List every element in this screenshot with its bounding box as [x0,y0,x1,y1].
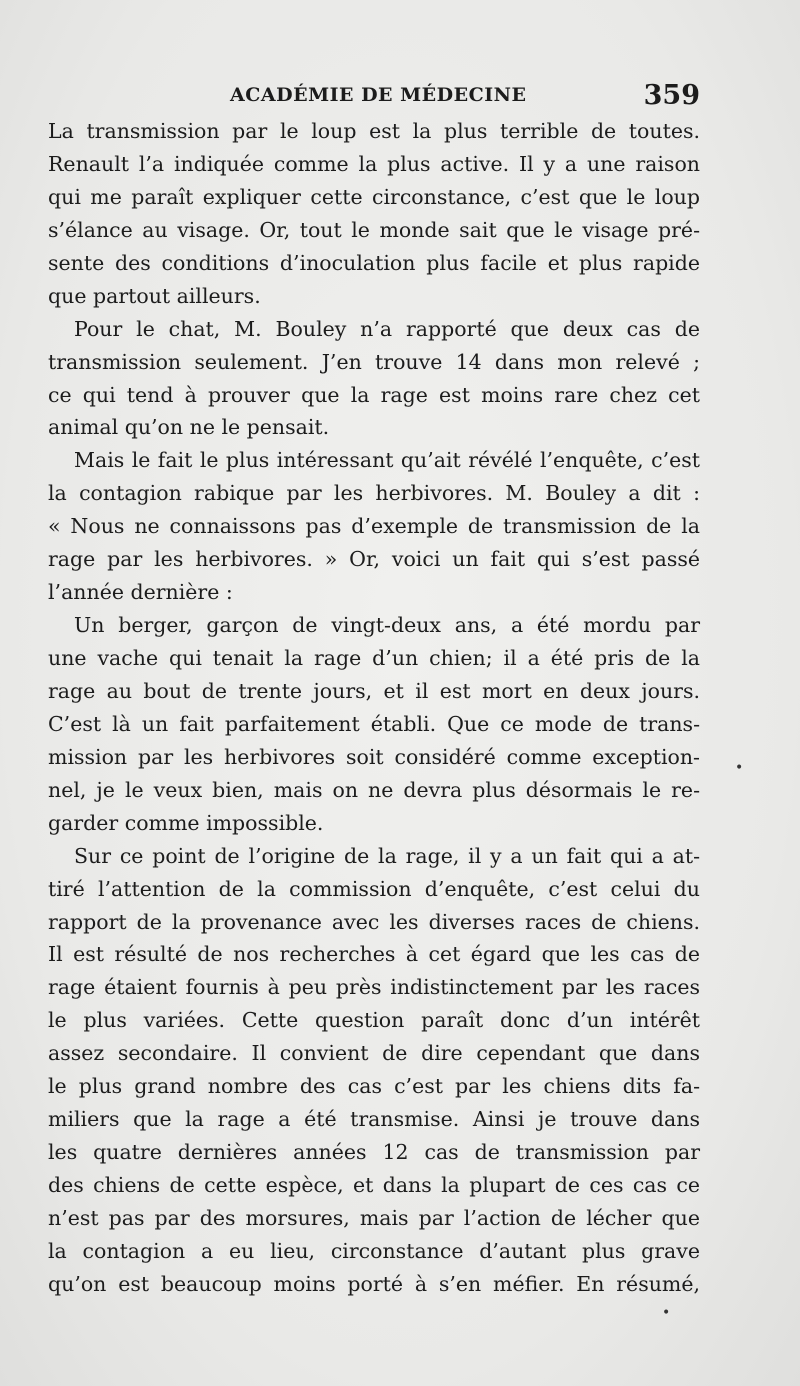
page-number: 359 [643,80,700,111]
text-line: Mais le fait le plus intéressant qu’ait révélé l’enquête, c’est [74,448,700,473]
text-line: Renault l’a indiquée comme la plus active. Il y a une raison [48,151,700,176]
text-line: tiré l’attention de la commission d’enquête, c’est celui du [48,876,700,901]
text-line: sente des conditions d’inoculation plus facile et plus rapide [48,250,700,275]
ink-speck: • [662,1305,671,1321]
text-line: ce qui tend à prouver que la rage est moins rare chez cet [48,382,700,407]
text-line: le plus variées. Cette question paraît donc d’un intérêt [48,1008,700,1033]
text-line: assez secondaire. Il convient de dire cependant que dans [48,1041,700,1066]
text-line: l’année dernière : [48,580,233,605]
text-line: rapport de la provenance avec les diverses races de chiens. [48,909,700,934]
text-line: qui me paraît expliquer cette circonstance, c’est que le loup [48,184,700,209]
text-line: le plus grand nombre des cas c’est par les chiens dits fa- [48,1074,700,1099]
text-line: Pour le chat, M. Bouley n’a rapporté que deux cas de [74,316,700,341]
text-line: la contagion rabique par les herbivores. M. Bouley a dit : [48,481,700,506]
text-line: garder comme impossible. [48,810,324,835]
text-line: rage étaient fournis à peu près indistinctement par les races [48,975,700,1000]
text-line: animal qu’on ne le pensait. [48,415,330,440]
text-line: qu’on est beaucoup moins porté à s’en méfier. En résumé, [48,1271,700,1296]
text-line: miliers que la rage a été transmise. Ainsi je trouve dans [48,1107,700,1132]
text-line: La transmission par le loup est la plus terrible de toutes. [48,119,700,143]
text-line: des chiens de cette espèce, et dans la plupart de ces cas ce [48,1173,700,1197]
text-line: que partout ailleurs. [48,283,261,308]
text-line: Sur ce point de l’origine de la rage, il y a un fait qui a at- [74,843,700,868]
text-line: Il est résulté de nos recherches à cet égard que les cas de [48,942,700,967]
text-line: transmission seulement. J’en trouve 14 dans mon relevé ; [48,349,700,374]
text-line: rage par les herbivores. » Or, voici un fait qui s’est passé [48,547,700,572]
text-line: « Nous ne connaissons pas d’exemple de transmission de la [48,514,700,539]
text-line: rage au bout de trente jours, et il est mort en deux jours. [48,678,700,703]
text-line: la contagion a eu lieu, circonstance d’autant plus grave [48,1238,700,1263]
text-line: les quatre dernières années 12 cas de transmission par [48,1140,700,1165]
ink-speck: • [735,760,744,776]
text-line: s’élance au visage. Or, tout le monde sait que le visage pré- [48,217,700,242]
text-line: mission par les herbivores soit considéré comme exception- [48,744,700,769]
text-line: n’est pas par des morsures, mais par l’action de lécher que [48,1205,700,1230]
text-line: Un berger, garçon de vingt-deux ans, a été mordu par [74,613,700,638]
text-line: C’est là un fait parfaitement établi. Que ce mode de trans- [48,711,700,736]
text-line: nel, je le veux bien, mais on ne devra plus désormais le re- [48,777,700,802]
text-line: une vache qui tenait la rage d’un chien; il a été pris de la [48,646,700,670]
running-head-title: ACADÉMIE DE MÉDECINE [230,84,527,106]
